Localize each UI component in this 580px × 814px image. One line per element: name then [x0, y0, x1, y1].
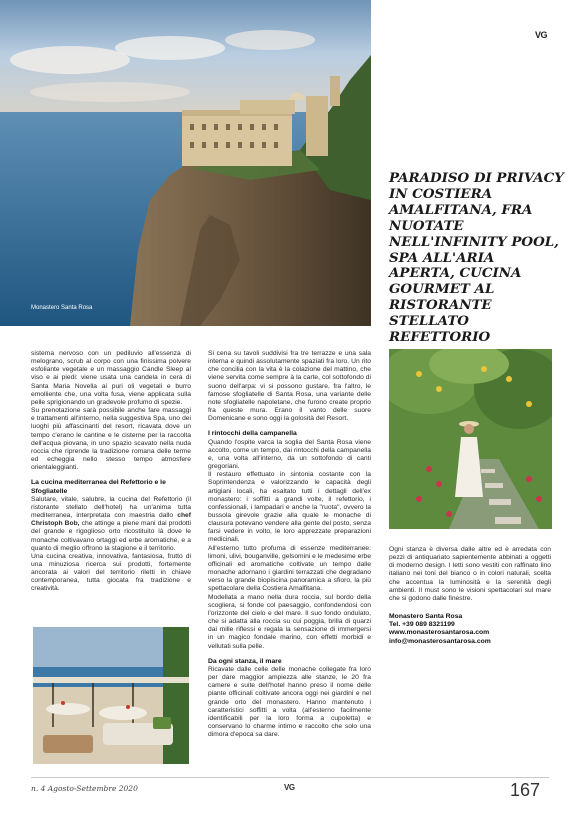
contact-phone: Tel. +39 089 8321199 — [389, 621, 455, 629]
hero-illustration — [0, 0, 371, 326]
subheading-campanella: I rintocchi della campanella — [208, 430, 297, 438]
terrace-dining-photo — [33, 627, 189, 764]
terrace-illustration — [33, 627, 189, 764]
paragraph: Una cucina creativa, innovativa, fantasiosa, frutto di una minuziosa ricerca sui prodotti, fortemente ancorata ai valori del territorio riletti in chiave contemporanea, tutta giocata fra tradizione e creatività. — [31, 552, 191, 593]
paragraph: Quando l'ospite varca la soglia del Santa Rosa viene accolto, come un tempo, dai rintocchi della campanella e, una volta all'interno, da un sottofondo di canti gregoriani. — [208, 438, 371, 471]
article-column-1 — [31, 350, 191, 594]
footer-issue: n. 4 Agosto-Settembre 2020 — [31, 784, 138, 793]
chef-name: chef Christoph Bob, — [31, 512, 191, 528]
subheading-cucina: La cucina mediterranea del Refettorio e le Sfogliatelle — [31, 479, 166, 495]
page-number: 167 — [510, 780, 541, 800]
paragraph: Modellata a mano nella dura roccia, sul bordo della scogliera, si fonde col paesaggio, confondendosi con l'orizzonte del cielo e del mare. Il suo fondo ondulato, che si adatta alla roccia su cui poggia, brilla di quarzi dai mille riflessi e regala la sensazione di immergersi in un magico fondale marino, con effetti morbidi e vellutati sulla pelle. — [208, 593, 371, 650]
subheading-stanze: Da ogni stanza, il mare — [208, 657, 282, 665]
paragraph-text: Salutare, vitale, salubre, la cucina del Refettorio (il ristorante stellato dell'hotel) ha un'anima tutta mediterranea, interpretata con maestria dallo — [31, 495, 191, 520]
paragraph: Si cena su tavoli suddivisi fra tre terrazze e una sala interna e quindi assolutamente spaziati fra loro. Un rito che concilia con la vita è la colazione del mattino, che viene servita come sempre à la carte, col sottofondo di suono dell'arpa: vi si possono gustare, fra l'altro, le famose sfogliatelle di Santa Rosa, una variante delle note sfogliatelle napoletane, che furono create proprio fra queste mura. Erano il vanto delle suore Domenicane e sono oggi la golosità del Resort. — [208, 350, 371, 423]
garden-woman-photo — [389, 349, 552, 529]
paragraph: All'esterno tutto profuma di essenze mediterranee: limoni, ulivi, bouganville, gelsomini e le medesime erbe officinali ed aromatiche coltivate un tempo dalle monache adornano i giardini terrazzati che degradano verso la grande biopiscina panoramica a sfioro, la più spettacolare della Costiera Amalfitana. — [208, 544, 371, 593]
paragraph-text: che attinge a piene mani dai prodotti del grande e rigoglioso orto ricostituito là dove le monache coltivavano ortaggi ed erbe aromatiche, e a quanto di meglio offrono la stagione e il territorio. — [31, 520, 191, 552]
footer-divider — [31, 777, 549, 778]
magazine-logo-top: VG — [535, 30, 548, 40]
paragraph: Su prenotazione sarà possibile anche fare massaggi e trattamenti all'interno, nella suggestiva Spa, uno dei luoghi più affascinanti del resort, ricavata dove un tempo c'erano le cantine e le cisterne per la raccolta dell'acqua piovana, in uno spazio scavato nella nuda roccia che riprende la tradizione romana delle terme ed echeggia nello stesso tempo atmosfere orientaleggianti. — [31, 407, 191, 472]
contact-block — [389, 613, 551, 646]
contact-name: Monastero Santa Rosa — [389, 613, 463, 620]
article-column-3 — [389, 546, 551, 603]
hero-photo-monastery-cliff — [0, 0, 371, 326]
paragraph: sistema nervoso con un pediluvio all'essenza di melograno, scrub al corpo con una finissima polvere esfoliante vegetale e un massaggio Candle Sleep al viso e ai piedi: viene usata una candela in cera di Santa Maria Novella ai puri oli vegetali e burro emolliente che, una volta fusa, viene applicata sulla pelle sprigionando un gradevole profumo di spezie. — [31, 350, 191, 406]
paragraph — [31, 496, 191, 553]
contact-website[interactable]: www.monasterosantarosa.com — [389, 629, 490, 637]
hero-photo-caption: Monastero Santa Rosa — [31, 305, 93, 311]
paragraph: Ricavate dalle celle delle monache collegate fra loro per dare maggior ampiezza alle stanze, le 20 fra camere e suite dell'hotel hanno preso il nome delle piante officinali coltivate ancora oggi nei giardini e nel grande orto del monastero. Hanno mantenuto i caratteristici soffitti a volta (all'esterno facilmente identificabili per la loro forma a cupoletta) e conservano lo charme intimo e raccolto che solo una dimora d'epoca sa dare. — [208, 665, 371, 739]
article-headline: PARADISO DI PRIVACY IN COSTIERA AMALFITANA, FRA NUOTATE NELL'INFINITY POOL, SPA ALL'ARIA APERTA, CUCINA GOURMET AL RISTORANTE STELLATO REFETTORIO — [389, 170, 564, 346]
magazine-logo-bottom: VG — [284, 783, 295, 792]
paragraph: Ogni stanza è diversa dalle altre ed è arredata con pezzi di antiquariato sapientemente abbinati a oggetti di moderno design. I letti sono vestiti con raffinato lino italiano nei toni del bianco o in colori naturali, scelta che accentua la luminosità e la serenità degli ambienti. Il must sono le visioni spettacolari sul mare che si godono dalle finestre. — [389, 546, 551, 602]
contact-email[interactable]: info@monasterosantarosa.com — [389, 637, 491, 645]
garden-illustration — [389, 349, 552, 529]
article-column-2 — [208, 350, 371, 739]
paragraph: Il restauro effettuato in sintonia costante con la Soprintendenza e valorizzando le capacità degli artigiani locali, ha esaltato tutti i dettagli dell'ex monastero: i soffitti a grandi volte, il refettorio, i confessionali, i lampadari e anche la "ruota", ovvero la bussola girevole grazie alla quale le monache di clausura potevano vendere alla gente del posto, senza farsi vedere in volto, le loro apprezzate preparazioni medicinali. — [208, 471, 371, 544]
